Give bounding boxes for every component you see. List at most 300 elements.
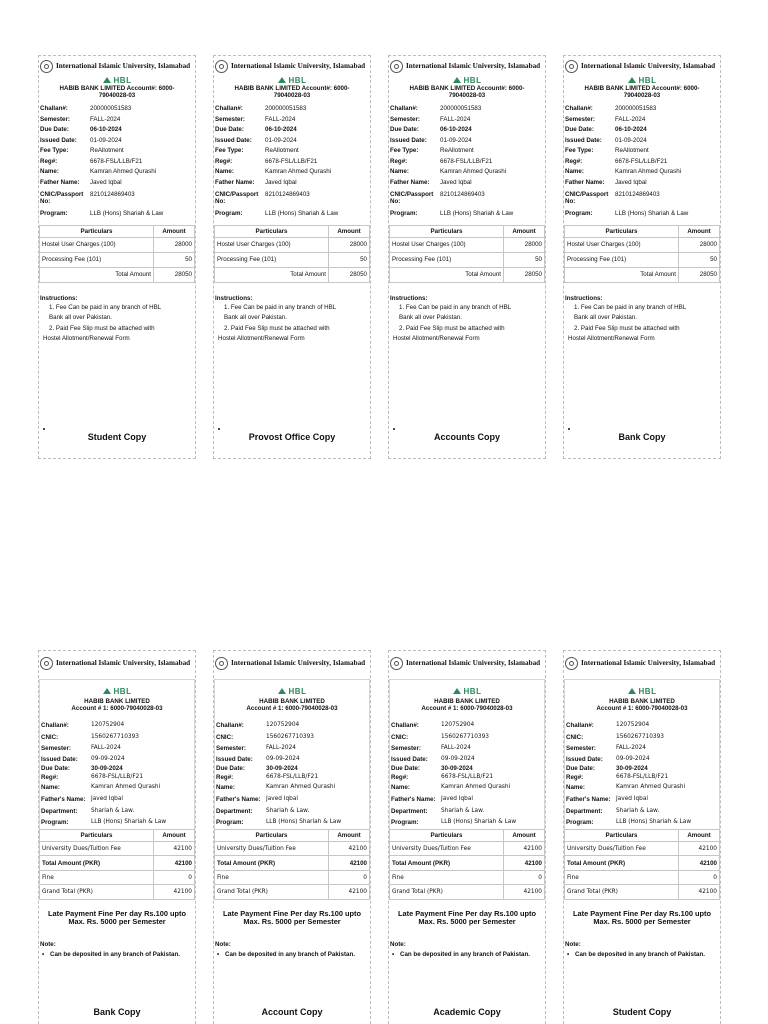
column-header: Amount — [504, 829, 545, 841]
info-row — [564, 115, 720, 126]
instructions-title: Instructions: — [40, 294, 78, 302]
field-label: Reg#: — [215, 157, 233, 165]
info-row — [389, 104, 545, 115]
note — [564, 941, 720, 959]
copy-label: Accounts Copy — [433, 432, 500, 442]
due-date-value: 30-09-2024 — [441, 765, 473, 773]
student-name: Kamran Ahmed Qurashi — [440, 168, 507, 175]
university-seal-icon — [390, 657, 403, 670]
info-row — [390, 743, 544, 755]
semester-value: FALL-2024 — [615, 115, 646, 123]
instruction-line: Hostel Allotment/Renewal Form — [43, 335, 130, 342]
instruction-line: Hostel Allotment/Renewal Form — [393, 335, 480, 342]
info-row — [39, 178, 195, 189]
table-row — [565, 885, 720, 900]
instructions — [39, 295, 195, 345]
university-name: International Islamic University, Islamabad — [231, 62, 366, 70]
cnic-value: 8210124869403 — [440, 191, 485, 198]
table-row — [390, 870, 545, 885]
field-label: Semester: — [390, 115, 420, 123]
tuition-challan-slip — [213, 650, 371, 1024]
semester-value: FALL-2024 — [90, 115, 121, 123]
table-header-row — [565, 225, 720, 237]
hbl-logo-icon — [453, 688, 461, 694]
info-row — [565, 806, 719, 818]
field-label: Fee Type: — [390, 147, 419, 154]
field-label: Challan#: — [216, 722, 244, 729]
column-header: Particulars — [215, 225, 329, 237]
fee-label: Grand Total (PKR) — [215, 885, 329, 900]
info-row — [215, 720, 369, 732]
copy-label: Bank Copy — [618, 432, 666, 442]
student-name: Kamran Ahmed Qurashi — [90, 168, 157, 175]
field-label: Reg#: — [565, 157, 583, 165]
challan-number: 120752904 — [91, 722, 125, 728]
note-title: Note: — [40, 940, 56, 948]
fee-table — [214, 829, 370, 900]
university-header — [564, 651, 720, 671]
cnic-value: 1560267710393 — [616, 733, 664, 740]
fee-type-value: ReAllotment — [615, 147, 649, 154]
university-name: International Islamic University, Islamabad — [231, 659, 366, 667]
fee-label: Fine — [390, 870, 504, 885]
instructions-title: Instructions: — [565, 294, 603, 302]
instructions-title: Instructions: — [215, 294, 253, 302]
fee-label: University Dues/Tuition Fee — [565, 841, 679, 856]
fee-amount: 50 — [679, 252, 720, 267]
fee-table — [214, 225, 370, 283]
father-name: Javed Iqbal — [266, 795, 299, 802]
fee-amount: 50 — [329, 252, 370, 267]
field-label: Department: — [566, 807, 603, 815]
info-row — [565, 720, 719, 732]
hbl-logo: HBL — [390, 686, 544, 696]
table-row — [215, 856, 370, 871]
late-fine-notice: Late Payment Fine Per day Rs.100 upto Max. Rs. 5000 per Semester — [397, 908, 536, 926]
field-label: CNIC/Passport No: — [565, 191, 609, 205]
info-row — [390, 755, 544, 764]
field-label: Father's Name: — [41, 795, 86, 803]
challan-number: 120752904 — [441, 722, 475, 728]
field-label: Department: — [41, 807, 78, 815]
field-label: Challan#: — [565, 105, 593, 112]
university-header — [389, 651, 545, 671]
hostel-challan-slip — [38, 55, 196, 459]
cnic-value: 1560267710393 — [266, 733, 314, 740]
bank-name: HABIB BANK LIMITED — [609, 698, 675, 705]
field-label: Reg#: — [40, 157, 58, 165]
field-label: Name: — [215, 168, 234, 175]
student-name: Kamran Ahmed Qurashi — [265, 168, 332, 175]
info-row — [390, 732, 544, 744]
field-label: Program: — [41, 819, 69, 827]
field-label: CNIC: — [566, 733, 584, 741]
field-label: CNIC: — [41, 733, 59, 741]
table-row — [565, 856, 720, 871]
info-row — [214, 115, 370, 126]
field-label: Name: — [391, 784, 410, 792]
instruction-line: 2. Paid Fee Slip must be attached with — [399, 324, 505, 332]
challan-number: 120752904 — [616, 722, 650, 728]
field-label: Issued Date: — [215, 136, 252, 144]
challan-number: 200000051583 — [265, 105, 307, 112]
field-label: Name: — [41, 784, 60, 792]
late-fine-notice: Late Payment Fine Per day Rs.100 upto Max. Rs. 5000 per Semester — [47, 908, 186, 926]
field-label: Father Name: — [40, 178, 80, 186]
info-row — [40, 755, 194, 764]
university-seal-icon — [215, 60, 228, 73]
table-row — [565, 841, 720, 856]
hbl-logo: HBL — [40, 686, 194, 696]
fee-label: Total Amount (PKR) — [40, 856, 154, 871]
field-label: Due Date: — [391, 765, 420, 773]
instruction-line: 1. Fee Can be paid in any branch of HBL — [49, 303, 162, 311]
fee-table — [564, 225, 720, 283]
table-row — [40, 870, 195, 885]
student-info — [40, 720, 194, 829]
info-row — [215, 806, 369, 818]
column-header: Amount — [329, 829, 370, 841]
university-name: International Islamic University, Islamabad — [406, 62, 541, 70]
note-title: Note: — [565, 940, 581, 948]
challan-number: 120752904 — [266, 722, 300, 728]
fee-amount: 0 — [679, 870, 720, 885]
info-row — [40, 773, 194, 782]
father-name: Javed Iqbal — [91, 795, 124, 802]
hbl-logo: HBL — [214, 75, 370, 85]
hbl-logo-icon — [628, 77, 636, 83]
total-row — [565, 267, 720, 282]
student-name: Kamran Ahmed Qurashi — [441, 784, 511, 791]
program-value: LLB (Hons) Shariah & Law — [441, 819, 517, 826]
field-label: Issued Date: — [216, 756, 253, 764]
hbl-logo: HBL — [39, 75, 195, 85]
info-row — [389, 115, 545, 126]
copy-label: Provost Office Copy — [248, 432, 336, 442]
fee-table — [39, 225, 195, 283]
field-label: Reg#: — [390, 157, 408, 165]
fee-type-value: ReAllotment — [265, 147, 299, 154]
column-header: Amount — [329, 225, 370, 237]
fee-label: Fine — [565, 870, 679, 885]
column-header: Amount — [154, 829, 195, 841]
university-seal-icon — [390, 60, 403, 73]
note-title: Note: — [215, 940, 231, 948]
field-label: CNIC/Passport No: — [390, 191, 434, 205]
bullet-dot — [393, 428, 395, 430]
instructions — [564, 295, 720, 345]
department-value: Shariah & Law. — [616, 807, 660, 814]
total-label: Total Amount — [215, 267, 329, 282]
total-amount: 28050 — [329, 267, 370, 282]
field-label: Semester: — [41, 745, 71, 753]
late-fine-notice: Late Payment Fine Per day Rs.100 upto Max. Rs. 5000 per Semester — [222, 908, 361, 926]
info-row — [215, 773, 369, 782]
table-row — [215, 237, 370, 252]
field-label: Challan#: — [566, 722, 594, 729]
field-label: Father's Name: — [216, 795, 261, 803]
table-header-row — [390, 829, 545, 841]
table-row — [40, 856, 195, 871]
bank-account-line: HABIB BANK LIMITED Account#: 6000-79040028-03 — [59, 85, 175, 99]
info-row — [39, 104, 195, 115]
challan-number: 200000051583 — [440, 105, 482, 112]
field-label: Due Date: — [41, 765, 70, 773]
fee-amount: 42100 — [154, 841, 195, 856]
student-info — [39, 104, 195, 220]
field-label: Issued Date: — [566, 756, 603, 764]
field-label: Father Name: — [565, 178, 605, 186]
fee-amount: 42100 — [679, 856, 720, 871]
reg-number: 6678-FSL/LLB/F21 — [441, 774, 494, 781]
info-row — [564, 157, 720, 168]
field-label: CNIC: — [391, 733, 409, 741]
issued-date-value: 09-09-2024 — [441, 756, 475, 763]
info-row — [565, 773, 719, 782]
field-label: Challan#: — [41, 722, 69, 729]
field-label: Name: — [565, 168, 584, 175]
fee-amount: 0 — [154, 870, 195, 885]
due-date-value: 30-09-2024 — [91, 765, 123, 773]
info-row — [215, 743, 369, 755]
instruction-line: Hostel Allotment/Renewal Form — [218, 335, 305, 342]
challan-number: 200000051583 — [90, 105, 132, 112]
instructions-title: Instructions: — [390, 294, 428, 302]
field-label: Name: — [566, 784, 585, 792]
info-row — [214, 157, 370, 168]
instruction-line: Bank all over Pakistan. — [399, 314, 462, 321]
field-label: Due Date: — [566, 765, 595, 773]
fee-amount: 0 — [329, 870, 370, 885]
instruction-line: 2. Paid Fee Slip must be attached with — [574, 324, 680, 332]
hbl-logo-icon — [278, 77, 286, 83]
column-header: Particulars — [565, 225, 679, 237]
fee-label: Fine — [215, 870, 329, 885]
program-value: LLB (Hons) Shariah & Law — [615, 210, 689, 217]
info-row — [389, 178, 545, 189]
field-label: CNIC/Passport No: — [40, 191, 84, 205]
due-date-value: 06-10-2024 — [615, 126, 647, 133]
table-row — [40, 885, 195, 900]
father-name: Javed Iqbal — [441, 795, 474, 802]
bullet-dot — [568, 428, 570, 430]
university-seal-icon — [40, 657, 53, 670]
column-header: Particulars — [390, 225, 504, 237]
issued-date-value: 01-09-2024 — [440, 136, 472, 144]
fee-label: University Dues/Tuition Fee — [40, 841, 154, 856]
field-label: Issued Date: — [390, 136, 427, 144]
reg-number: 6678-FSL/LLB/F21 — [616, 774, 669, 781]
field-label: Semester: — [566, 745, 596, 753]
father-name: Javed Iqbal — [265, 178, 297, 186]
info-row — [39, 136, 195, 147]
hostel-challan-slip — [388, 55, 546, 459]
fee-amount: 28000 — [679, 237, 720, 252]
info-row — [389, 209, 545, 220]
university-header — [214, 651, 370, 671]
bullet-dot — [43, 428, 45, 430]
program-value: LLB (Hons) Shariah & Law — [440, 210, 514, 217]
field-label: Program: — [215, 210, 243, 217]
note — [39, 941, 195, 959]
student-info — [564, 104, 720, 220]
fee-amount: 42100 — [504, 841, 545, 856]
field-label: Program: — [391, 819, 419, 827]
department-value: Shariah & Law. — [266, 807, 310, 814]
copy-label: Student Copy — [87, 432, 147, 442]
field-label: Department: — [391, 807, 428, 815]
column-header: Amount — [154, 225, 195, 237]
total-label: Total Amount — [565, 267, 679, 282]
reg-number: 6678-FSL/LLB/F21 — [90, 157, 143, 165]
semester-value: FALL-2024 — [440, 115, 471, 123]
info-row — [214, 178, 370, 189]
fee-label: Processing Fee (101) — [390, 252, 504, 267]
field-label: Due Date: — [565, 126, 594, 133]
info-row — [39, 157, 195, 168]
issued-date-value: 09-09-2024 — [91, 756, 125, 763]
fee-label: Processing Fee (101) — [215, 252, 329, 267]
note-item: • Can be deposited in any branch of Pakistan. — [215, 950, 370, 959]
field-label: CNIC/Passport No: — [215, 191, 259, 205]
info-row — [40, 794, 194, 806]
instruction-line: 2. Paid Fee Slip must be attached with — [49, 324, 155, 332]
student-name: Kamran Ahmed Qurashi — [616, 784, 686, 791]
due-date-value: 30-09-2024 — [616, 765, 648, 773]
bank-account: Account # 1: 6000-79040028-03 — [421, 705, 513, 712]
cnic-value: 1560267710393 — [441, 733, 489, 740]
hbl-logo: HBL — [389, 75, 545, 85]
info-row — [389, 136, 545, 147]
table-header-row — [565, 829, 720, 841]
semester-value: FALL-2024 — [441, 745, 471, 752]
student-name: Kamran Ahmed Qurashi — [91, 784, 161, 791]
info-row — [214, 167, 370, 178]
fee-amount: 28000 — [154, 237, 195, 252]
hostel-challan-slip — [563, 55, 721, 459]
note-item: • Can be deposited in any branch of Pakistan. — [565, 950, 720, 959]
info-row — [40, 764, 194, 773]
info-row — [214, 146, 370, 157]
table-header-row — [40, 829, 195, 841]
copy-label: Student Copy — [612, 1007, 672, 1017]
field-label: Father Name: — [390, 178, 430, 186]
hbl-logo-icon — [453, 77, 461, 83]
challan-body — [39, 679, 195, 829]
semester-value: FALL-2024 — [265, 115, 296, 123]
instruction-line: Bank all over Pakistan. — [49, 314, 112, 321]
instruction-line: 2. Paid Fee Slip must be attached with — [224, 324, 330, 332]
bank-name: HABIB BANK LIMITED — [259, 698, 325, 705]
info-row — [40, 732, 194, 744]
info-row — [390, 806, 544, 818]
info-row — [389, 167, 545, 178]
fee-table — [389, 225, 545, 283]
fee-amount: 42100 — [154, 856, 195, 871]
info-row — [564, 209, 720, 220]
field-label: Department: — [216, 807, 253, 815]
info-row — [565, 743, 719, 755]
field-label: Father's Name: — [391, 795, 436, 803]
info-row — [40, 806, 194, 818]
bank-name: HABIB BANK LIMITED — [84, 698, 150, 705]
challan-body — [564, 679, 720, 829]
field-label: Issued Date: — [41, 756, 78, 764]
field-label: Program: — [40, 210, 68, 217]
fee-table — [564, 829, 720, 900]
info-row — [390, 720, 544, 732]
fee-label: Hostel User Charges (100) — [40, 237, 154, 252]
info-row — [389, 146, 545, 157]
bank-name: HABIB BANK LIMITED — [434, 698, 500, 705]
university-header — [39, 651, 195, 671]
info-row — [390, 794, 544, 806]
hbl-logo-icon — [103, 688, 111, 694]
field-label: Semester: — [565, 115, 595, 123]
fee-amount: 0 — [504, 870, 545, 885]
field-label: Program: — [565, 210, 593, 217]
fee-label: Hostel User Charges (100) — [215, 237, 329, 252]
field-label: Program: — [216, 819, 244, 827]
column-header: Particulars — [390, 829, 504, 841]
table-header-row — [215, 225, 370, 237]
fee-label: Hostel User Charges (100) — [390, 237, 504, 252]
cnic-value: 8210124869403 — [90, 191, 135, 198]
issued-date-value: 09-09-2024 — [616, 756, 650, 763]
fee-amount: 28000 — [329, 237, 370, 252]
info-row — [40, 720, 194, 732]
student-info — [389, 104, 545, 220]
info-row — [39, 125, 195, 136]
table-row — [390, 841, 545, 856]
table-header-row — [40, 225, 195, 237]
field-label: Name: — [216, 784, 235, 792]
table-row — [40, 252, 195, 267]
field-label: Father Name: — [215, 178, 255, 186]
instructions — [389, 295, 545, 345]
bullet-dot — [218, 428, 220, 430]
field-label: Challan#: — [215, 105, 243, 112]
fee-amount: 42100 — [154, 885, 195, 900]
cnic-value: 8210124869403 — [615, 191, 660, 198]
semester-value: FALL-2024 — [266, 745, 296, 752]
program-value: LLB (Hons) Shariah & Law — [265, 210, 339, 217]
table-row — [215, 252, 370, 267]
field-label: Program: — [390, 210, 418, 217]
fee-table — [389, 829, 545, 900]
instruction-line: Hostel Allotment/Renewal Form — [568, 335, 655, 342]
note-item: • Can be deposited in any branch of Pakistan. — [390, 950, 545, 959]
note-item: • Can be deposited in any branch of Pakistan. — [40, 950, 195, 959]
fee-amount: 42100 — [329, 856, 370, 871]
due-date-value: 06-10-2024 — [440, 126, 472, 133]
field-label: Semester: — [215, 115, 245, 123]
field-label: Name: — [390, 168, 409, 175]
fee-label: Grand Total (PKR) — [565, 885, 679, 900]
fee-label: Total Amount (PKR) — [215, 856, 329, 871]
info-row — [214, 136, 370, 147]
table-row — [215, 841, 370, 856]
table-header-row — [390, 225, 545, 237]
due-date-value: 06-10-2024 — [265, 126, 297, 133]
column-header: Particulars — [40, 829, 154, 841]
university-name: International Islamic University, Islamabad — [56, 62, 191, 70]
info-row — [564, 146, 720, 157]
info-row — [40, 743, 194, 755]
field-label: CNIC: — [216, 733, 234, 741]
university-header — [214, 56, 370, 74]
university-seal-icon — [215, 657, 228, 670]
